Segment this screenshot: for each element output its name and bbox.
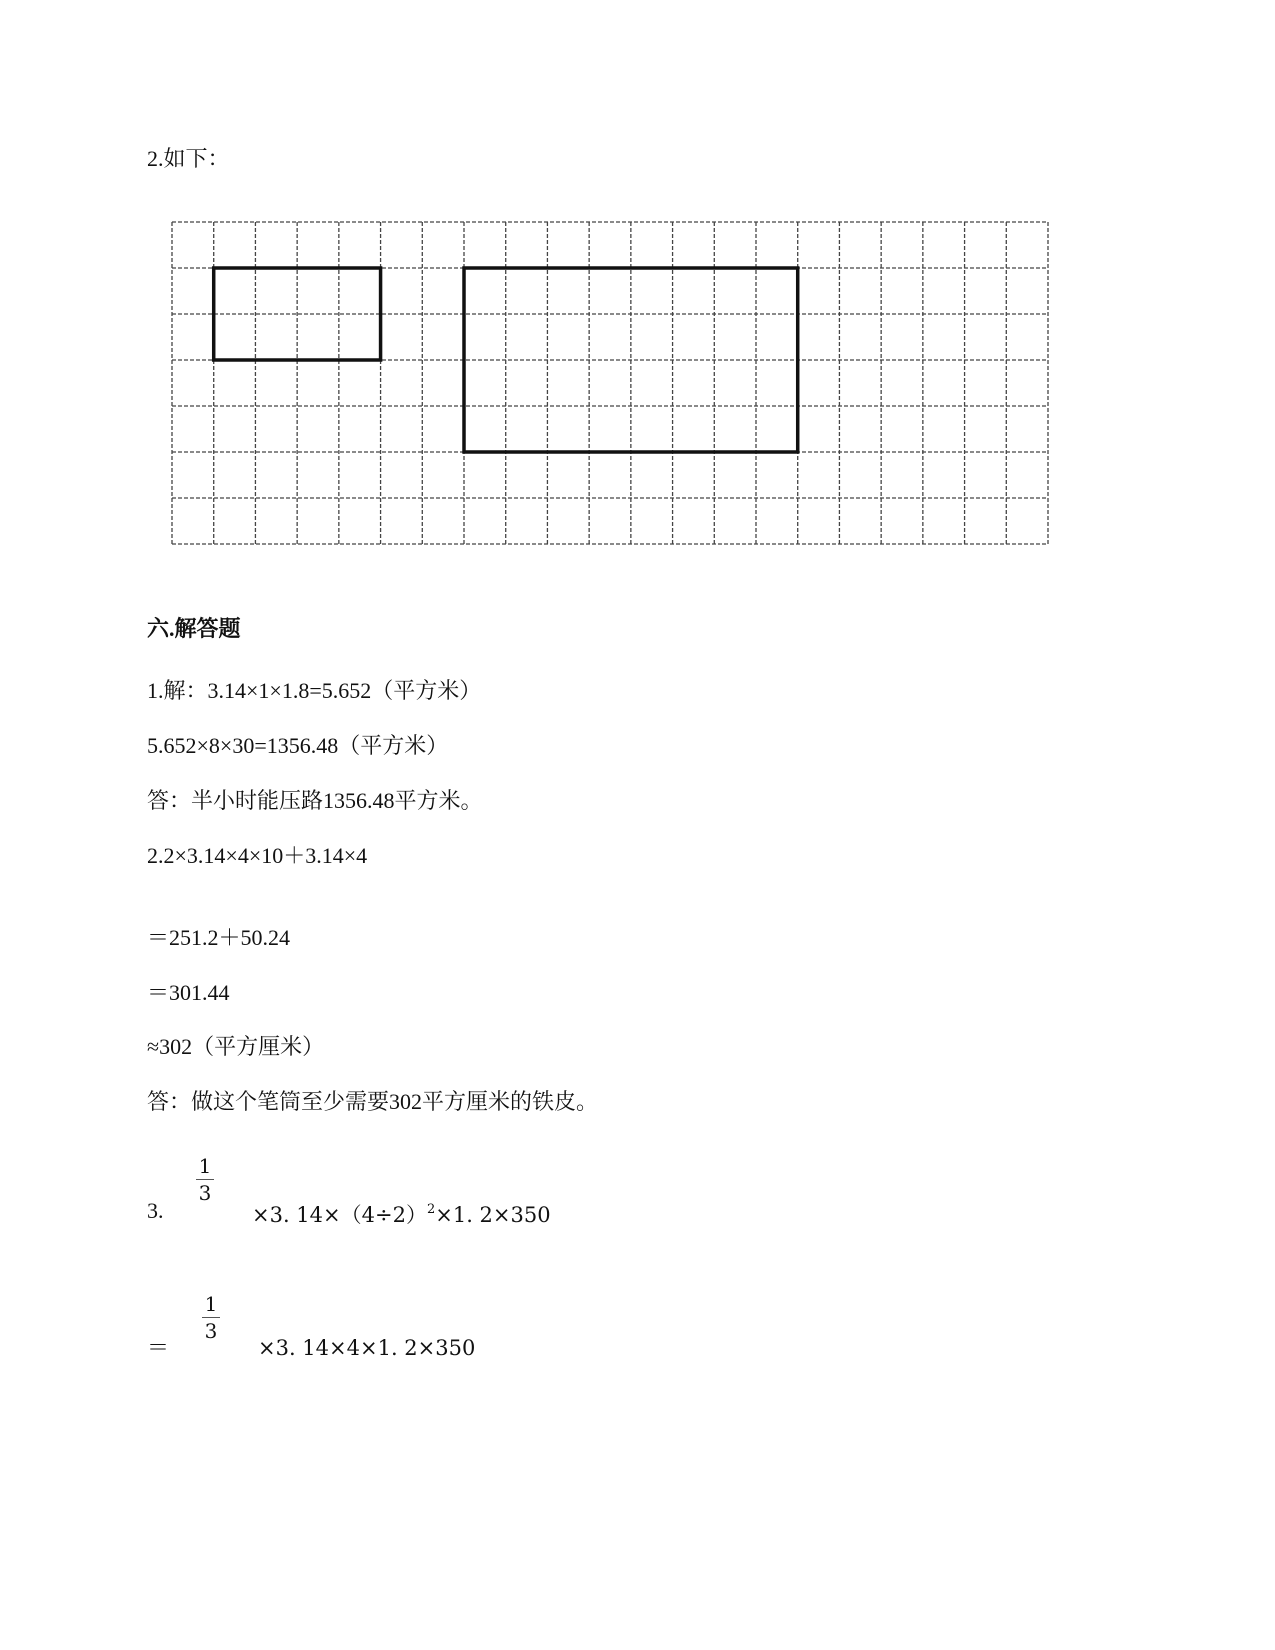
q2-line4: ≈302（平方厘米） [147,1034,325,1059]
q3-expression-2: ×3. 14×4×1. 2×350 [258,1336,476,1360]
q3-number: 3. [147,1198,164,1223]
q2-answer: 答：做这个笔筒至少需要302平方厘米的铁皮。 [147,1089,599,1114]
q3-equals-sign: ＝ [147,1335,170,1360]
q2-line3: ＝301.44 [147,980,230,1005]
grid-figure [170,220,1050,546]
section6-title: 六.解答题 [147,616,241,641]
section5-item2-label: 2.如下： [147,146,230,171]
q3-expression-1-a: ×3. 14×（4÷2） [252,1203,427,1227]
q3-fraction-2-denominator: 3 [204,1319,218,1343]
q3-expression-1-b: ×1. 2×350 [435,1203,551,1227]
q3-fraction-2 [200,1291,222,1344]
q1-line1: 1.解：3.14×1×1.8=5.652（平方米） [147,678,482,703]
q3-fraction-1-numerator: 1 [198,1154,212,1178]
q3-fraction-2-numerator: 1 [204,1292,218,1316]
q3-expression-1 [252,1197,551,1228]
q3-fraction-1 [194,1153,216,1206]
q2-line1: 2.2×3.14×4×10＋3.14×4 [147,843,368,868]
q2-line2: ＝251.2＋50.24 [147,925,291,950]
q1-line2: 5.652×8×30=1356.48（平方米） [147,733,449,758]
q3-exponent: 2 [426,1202,436,1217]
q3-fraction-1-denominator: 3 [198,1181,212,1205]
q1-answer: 答：半小时能压路1356.48平方米。 [147,788,483,813]
